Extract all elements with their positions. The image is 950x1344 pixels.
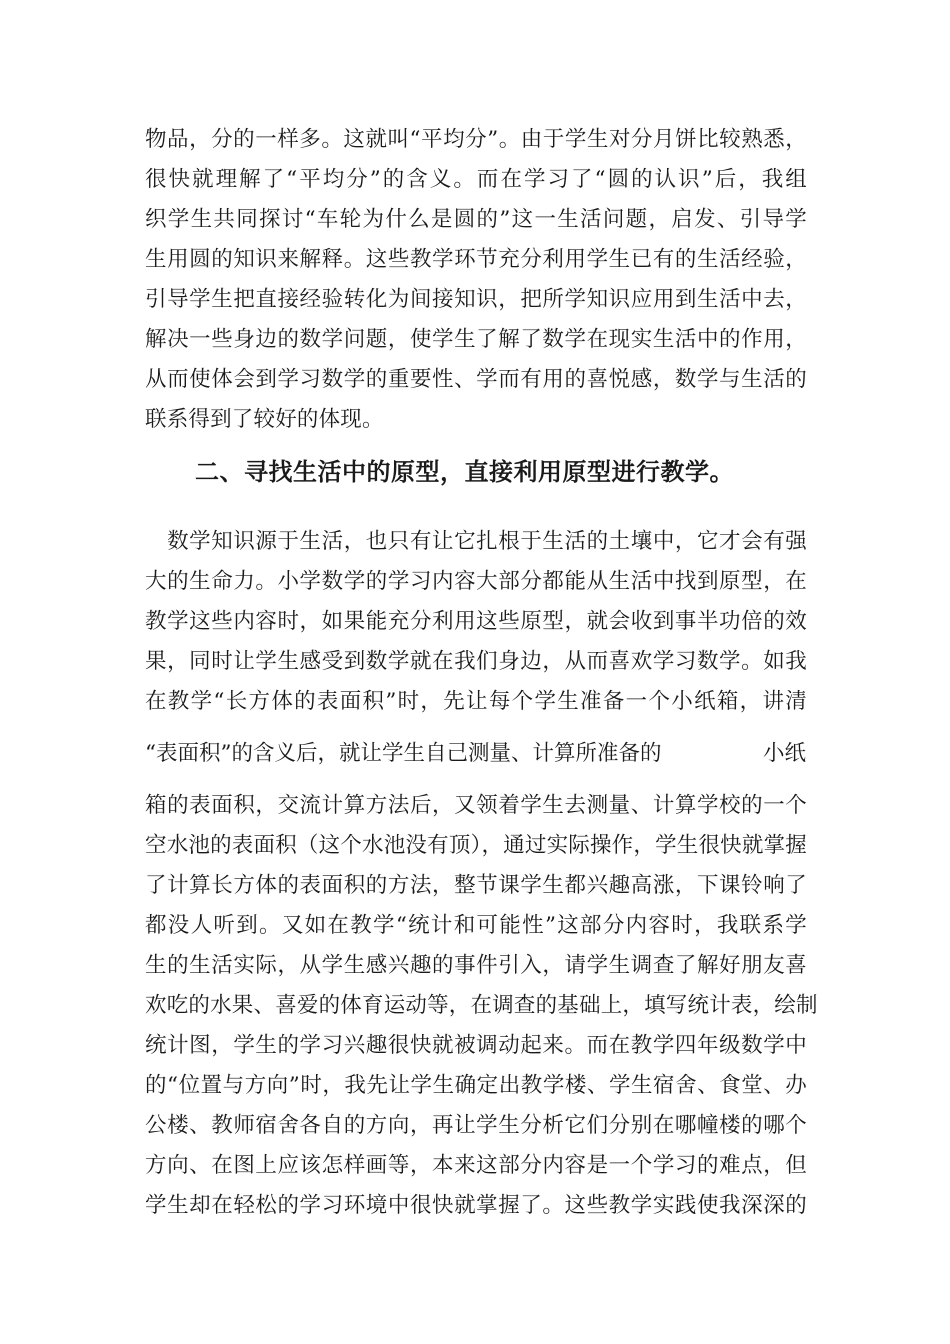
- paragraph-2-line: 了计算长方体的表面积的方法，整节课学生都兴趣高涨，下课铃响了: [145, 873, 807, 898]
- paragraph-1-line: 织学生共同探讨“车轮为什么是圆的”这一生活问题，启发、引导学: [145, 207, 807, 232]
- paragraph-2-line: 生的生活实际，从学生感兴趣的事件引入，请学生调查了解好朋友喜: [145, 953, 807, 978]
- section-heading: 二、寻找生活中的原型，直接利用原型进行教学。: [195, 457, 734, 486]
- paragraph-1-line: 物品，分的一样多。这就叫“平均分”。由于学生对分月饼比较熟悉，: [145, 127, 807, 152]
- paragraph-1-line: 引导学生把直接经验转化为间接知识，把所学知识应用到生活中去，: [145, 287, 807, 312]
- paragraph-2-line: 公楼、教师宿舍各自的方向，再让学生分析它们分别在哪幢楼的哪个: [145, 1113, 807, 1138]
- paragraph-2-line: 学生却在轻松的学习环境中很快就掌握了。这些教学实践使我深深的: [145, 1193, 807, 1218]
- paragraph-1-line: 生用圆的知识来解释。这些教学环节充分利用学生已有的生活经验，: [145, 247, 807, 272]
- paragraph-2-line: 果，同时让学生感受到数学就在我们身边，从而喜欢学习数学。如我: [145, 649, 807, 674]
- paragraph-1-line: 从而使体会到学习数学的重要性、学而有用的喜悦感，数学与生活的: [145, 367, 807, 392]
- paragraph-2-split-line-left: “表面积”的含义后，就让学生自己测量、计算所准备的: [145, 741, 662, 766]
- paragraph-2-line: 都没人听到。又如在教学“统计和可能性”这部分内容时，我联系学: [145, 913, 807, 938]
- paragraph-2-line: 大的生命力。小学数学的学习内容大部分都能从生活中找到原型，在: [145, 569, 807, 594]
- paragraph-1-line: 联系得到了较好的体现。: [145, 407, 384, 432]
- paragraph-2-line: 数学知识源于生活，也只有让它扎根于生活的土壤中，它才会有强: [145, 529, 807, 554]
- paragraph-2-line: 教学这些内容时，如果能充分利用这些原型，就会收到事半功倍的效: [145, 609, 807, 634]
- paragraph-1-line: 解决一些身边的数学问题，使学生了解了数学在现实生活中的作用，: [145, 327, 807, 352]
- paragraph-2-line: 统计图，学生的学习兴趣很快就被调动起来。而在教学四年级数学中: [145, 1033, 807, 1058]
- paragraph-2-line: 在教学“长方体的表面积”时，先让每个学生准备一个小纸箱，讲清: [145, 689, 807, 714]
- paragraph-2-split-line-right: 小纸: [763, 741, 807, 766]
- paragraph-2-line: 方向、在图上应该怎样画等，本来这部分内容是一个学习的难点，但: [145, 1153, 807, 1178]
- paragraph-1-line: 很快就理解了“平均分”的含义。而在学习了“圆的认识”后，我组: [145, 167, 807, 192]
- paragraph-2-line: 欢吃的水果、喜爱的体育运动等，在调查的基础上，填写统计表，绘制: [145, 993, 818, 1018]
- paragraph-2-line: 空水池的表面积（这个水池没有顶），通过实际操作，学生很快就掌握: [145, 833, 807, 858]
- paragraph-2-line: 箱的表面积，交流计算方法后，又领着学生去测量、计算学校的一个: [145, 793, 807, 818]
- paragraph-2-line: 的“位置与方向”时，我先让学生确定出教学楼、学生宿舍、食堂、办: [145, 1073, 807, 1098]
